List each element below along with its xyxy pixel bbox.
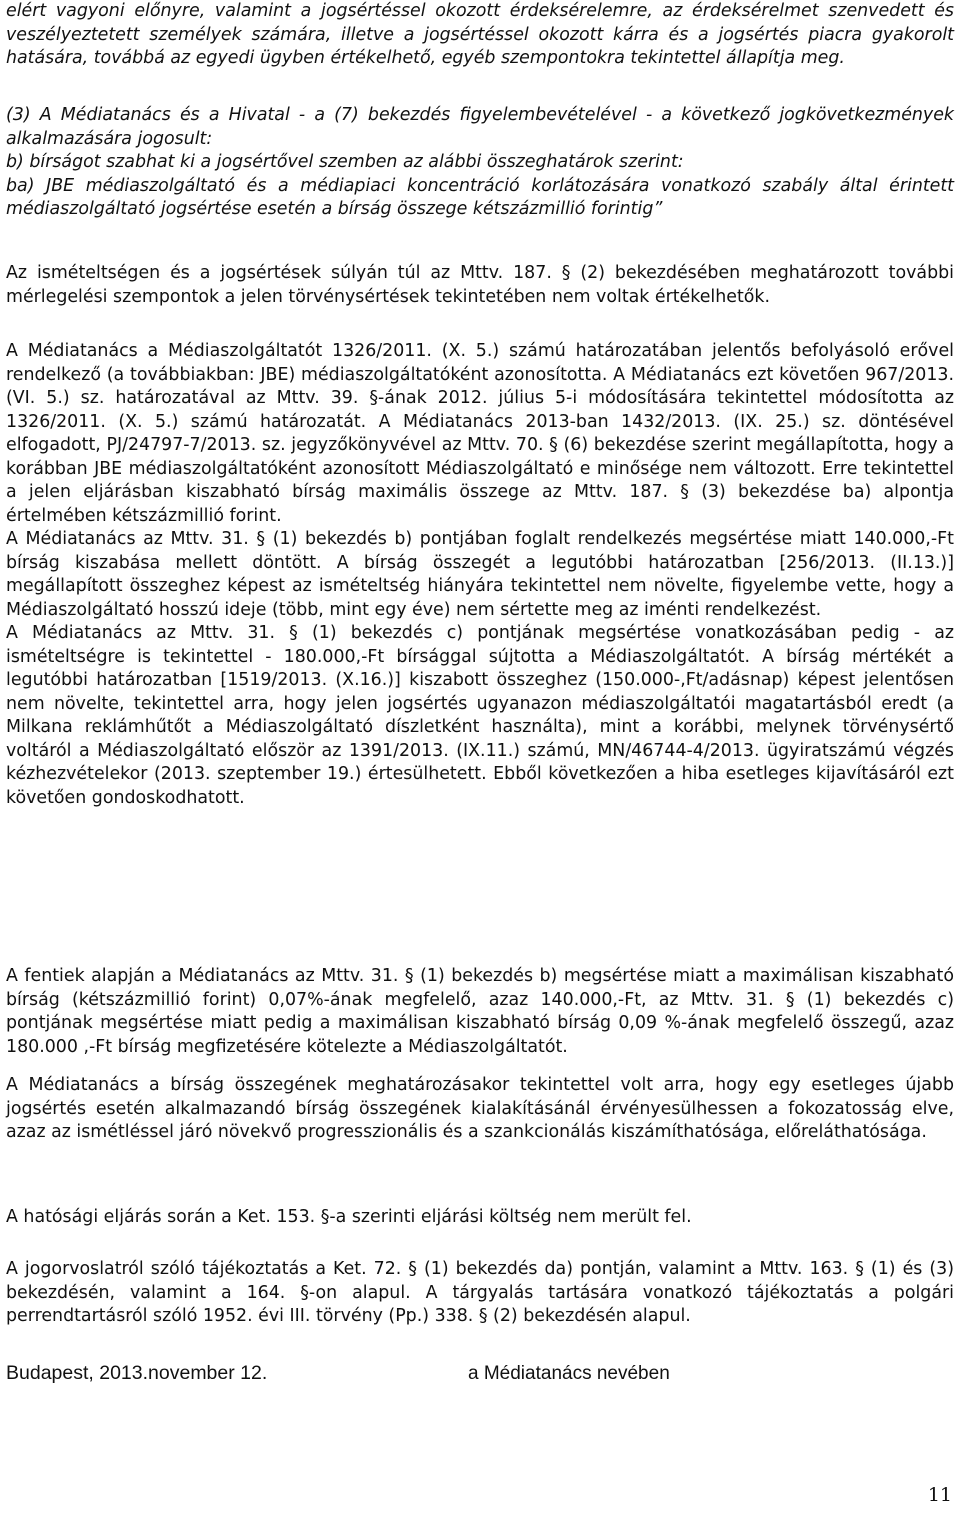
intro-paragraph	[6, 0, 954, 71]
paragraph-repetition	[6, 262, 954, 309]
intro-text: elért vagyoni előnyre, valamint a jogsértéssel okozott érdeksérelemre, az érdeksérelmet szenvedett és veszélyeztetett személyek számára, illetve a jogsértéssel okozott kárra és a jogsértés piacra gyakorolt hatására, továbbá az egyedi ügyben értékelhető, egyéb szempontokra tekintettel állapítja meg.	[6, 1, 954, 68]
paragraph-gradualism	[6, 1074, 954, 1145]
paragraph-remedy-text: A jogorvoslatról szóló tájékoztatás a Ket. 72. § (1) bekezdés da) pontján, valamint a Mttv. 163. § (1) és (3) bekezdésén, valamint a 164. §-on alapul. A tárgyalás tartására vonatkozó tájékoztatás a polgári perrendtartásról szóló 1952. évi III. törvény (Pp.) 338. § (2) bekezdésén alapul.	[6, 1259, 954, 1326]
paragraph-jbe	[6, 340, 954, 810]
paragraph-summary	[6, 965, 954, 1059]
signature-date: Budapest, 2013.november 12.	[6, 1362, 268, 1384]
signature-row	[6, 1362, 954, 1388]
page-number: 11	[927, 1484, 952, 1506]
paragraph-remedy	[6, 1258, 954, 1329]
paragraph-text: Az ismételtségen és a jogsértések súlyán túl az Mttv. 187. § (2) bekezdésében meghatározott további mérlegelési szempontok a jelen törvénysértések tekintetében nem voltak értékelhetők.	[6, 263, 954, 307]
quote-paragraph-ba: ba) JBE médiaszolgáltató és a médiapiaci koncentráció korlátozására vonatkozó szabály által érintett médiaszolgáltató jogsértése esetén a bírság összege kétszázmillió forintig”	[6, 175, 954, 219]
paragraph-costs	[6, 1206, 954, 1230]
quote-paragraph-b: b) bírságot szabhat ki a jogsértővel szemben az alábbi összeghatárok szerint:	[6, 152, 684, 172]
paragraph-jbe-c: A Médiatanács az Mttv. 31. § (1) bekezdés c) pontjának megsértése vonatkozásában pedig - az ismételtségre is tekintettel - 180.000,-Ft bírsággal sújtotta a Médiaszolgáltatót. A bírság mértékét a legutóbbi határozatban [1519/2013. (X.16.)] kiszabott összeghez (150.000-,Ft/adásnap) képest jelentősen nem növelte, tekintettel arra, hogy jelen jogsértés ugyanazon médiaszolgáltatói magatartásból eredt (a Milkana reklámhűtőt a Médiaszolgáltató díszletként használta), mint a korábbi, melynek törvénysértő voltáról a Médiaszolgáltató először az 1391/2013. (IX.11.) számú, MN/46744-4/2013. ügyiratszámú végzés kézhezvételekor (2013. szeptember 19.) értesülhetett. Ebből következően a hiba esetleges kijavításáról ezt követően gondoskodhatott.	[6, 623, 954, 808]
paragraph-gradualism-text: A Médiatanács a bírság összegének meghatározásakor tekintettel volt arra, hogy egy esetleges újabb jogsértés esetén alkalmazandó bírság összegének kialakításánál érvényesülhessen a fokozatosság elve, azaz az ismétléssel járó növekvő progresszionális és a szankcionálás kiszámíthatósága, előreláthatósága.	[6, 1075, 954, 1142]
paragraph-summary-text: A fentiek alapján a Médiatanács az Mttv. 31. § (1) bekezdés b) megsértése miatt a maximálisan kiszabható bírság (kétszázmillió forint) 0,07%-ának megfelelő, azaz 140.000,-Ft, az Mttv. 31. § (1) bekezdés c) pontjának megsértése miatt pedig a maximálisan kiszabható bírság 0,09 %-ának megfelelő összegű, azaz 180.000 ,-Ft bírság megfizetésére kötelezte a Médiaszolgáltatót.	[6, 966, 954, 1057]
quote-paragraph-3: (3) A Médiatanács és a Hivatal - a (7) bekezdés figyelembevételével - a következő jogkövetkezmények alkalmazására jogosult:	[6, 105, 954, 149]
paragraph-jbe-b: A Médiatanács az Mttv. 31. § (1) bekezdés b) pontjában foglalt rendelkezés megsértése miatt 140.000,-Ft bírság kiszabása mellett döntött. A bírság összegét a legutóbbi határozatban [256/2013. (II.13.)] megállapított összeghez képest az ismételtség hiányára tekintettel nem növelte, figyelembe vette, hogy a Médiaszolgáltató hosszú ideje (több, mint egy éve) nem sértette meg az iménti rendelkezést.	[6, 529, 954, 620]
signature-body: a Médiatanács nevében	[468, 1363, 670, 1384]
quoted-law-block	[6, 104, 954, 222]
paragraph-costs-text: A hatósági eljárás során a Ket. 153. §-a szerinti eljárási költség nem merült fel.	[6, 1207, 692, 1227]
paragraph-jbe-a: A Médiatanács a Médiaszolgáltatót 1326/2011. (X. 5.) számú határozatában jelentős befolyásoló erővel rendelkező (a továbbiakban: JBE) médiaszolgáltatóként azonosította. A Médiatanács ezt követően 967/2013. (VI. 5.) sz. határozatával az Mttv. 39. §-ának 2012. július 5-i módosítására tekintettel módosította az 1326/2011. (X. 5.) számú határozatát. A Médiatanács 2013-ban 1432/2013. (IX. 25.) sz. döntésével elfogadott, PJ/24797-7/2013. sz. jegyzőkönyvével az Mttv. 70. § (6) bekezdése szerint megállapította, hogy a korábban JBE médiaszolgáltatóként azonosított Médiaszolgáltató e minősége nem változott. Erre tekintettel a jelen eljárásban kiszabható bírság maximális összege az Mttv. 187. § (3) bekezdése ba) alpontja értelmében kétszázmillió forint.	[6, 341, 954, 526]
